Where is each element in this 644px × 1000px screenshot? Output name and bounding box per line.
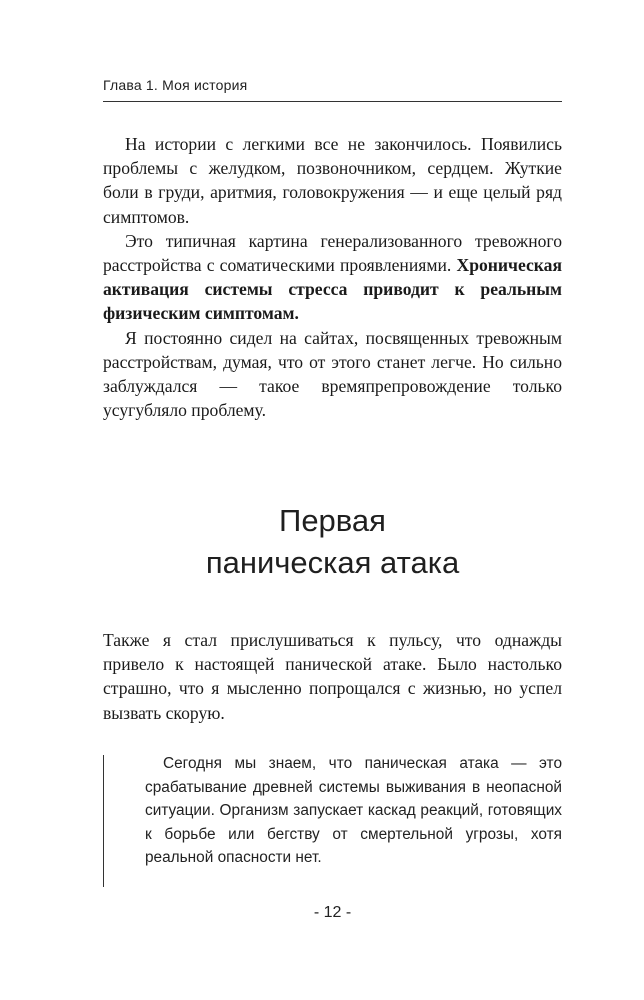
paragraph-anxiety-bold: Хроническая активация системы стресса приводит к реальным физическим симптомам. [103,255,562,324]
body-section-one [103,132,562,422]
paragraph-anxiety-disorder [103,229,562,326]
chapter-heading [103,500,562,584]
running-head: Глава 1. Моя история [103,77,248,93]
chapter-heading-line-1: Первая [279,503,386,538]
paragraph-anxiety-text: Это типичная картина генерализованного тревожного расстройства с соматическими проявлениями. [103,230,562,276]
chapter-heading-line-2: паническая атака [205,545,460,580]
paragraph-symptoms: На истории с легкими все не закончилось. Появились проблемы с желудком, позвоночником, сердцем. Жуткие боли в груди, аритмия, головокружения — и еще целый ряд симптомов. [103,134,562,227]
callout-text: Сегодня мы знаем, что паническая атака — это срабатывание древней системы выживания в неопасной ситуации. Организм запускает каскад реакций, готовящих к борьбе или бегству от смертельной угрозы, хотя реальной опасности нет. [145,755,562,867]
page-number: - 12 - [313,904,352,921]
paragraph-pulse: Также я стал прислушиваться к пульсу, что однажды привело к настоящей панической атаке. Было настолько страшно, что я мысленно попрощался с жизнью, но успел вызвать скорую. [103,630,562,723]
body-section-two [103,628,562,725]
callout-rule [103,755,104,887]
callout-box [103,752,562,890]
paragraph-websites: Я постоянно сидел на сайтах, посвященных тревожным расстройствам, думая, что от этого станет легче. Но сильно заблуждался — такое времяпрепровождение только усугубляло проблему. [103,327,562,421]
header-rule [103,101,562,102]
